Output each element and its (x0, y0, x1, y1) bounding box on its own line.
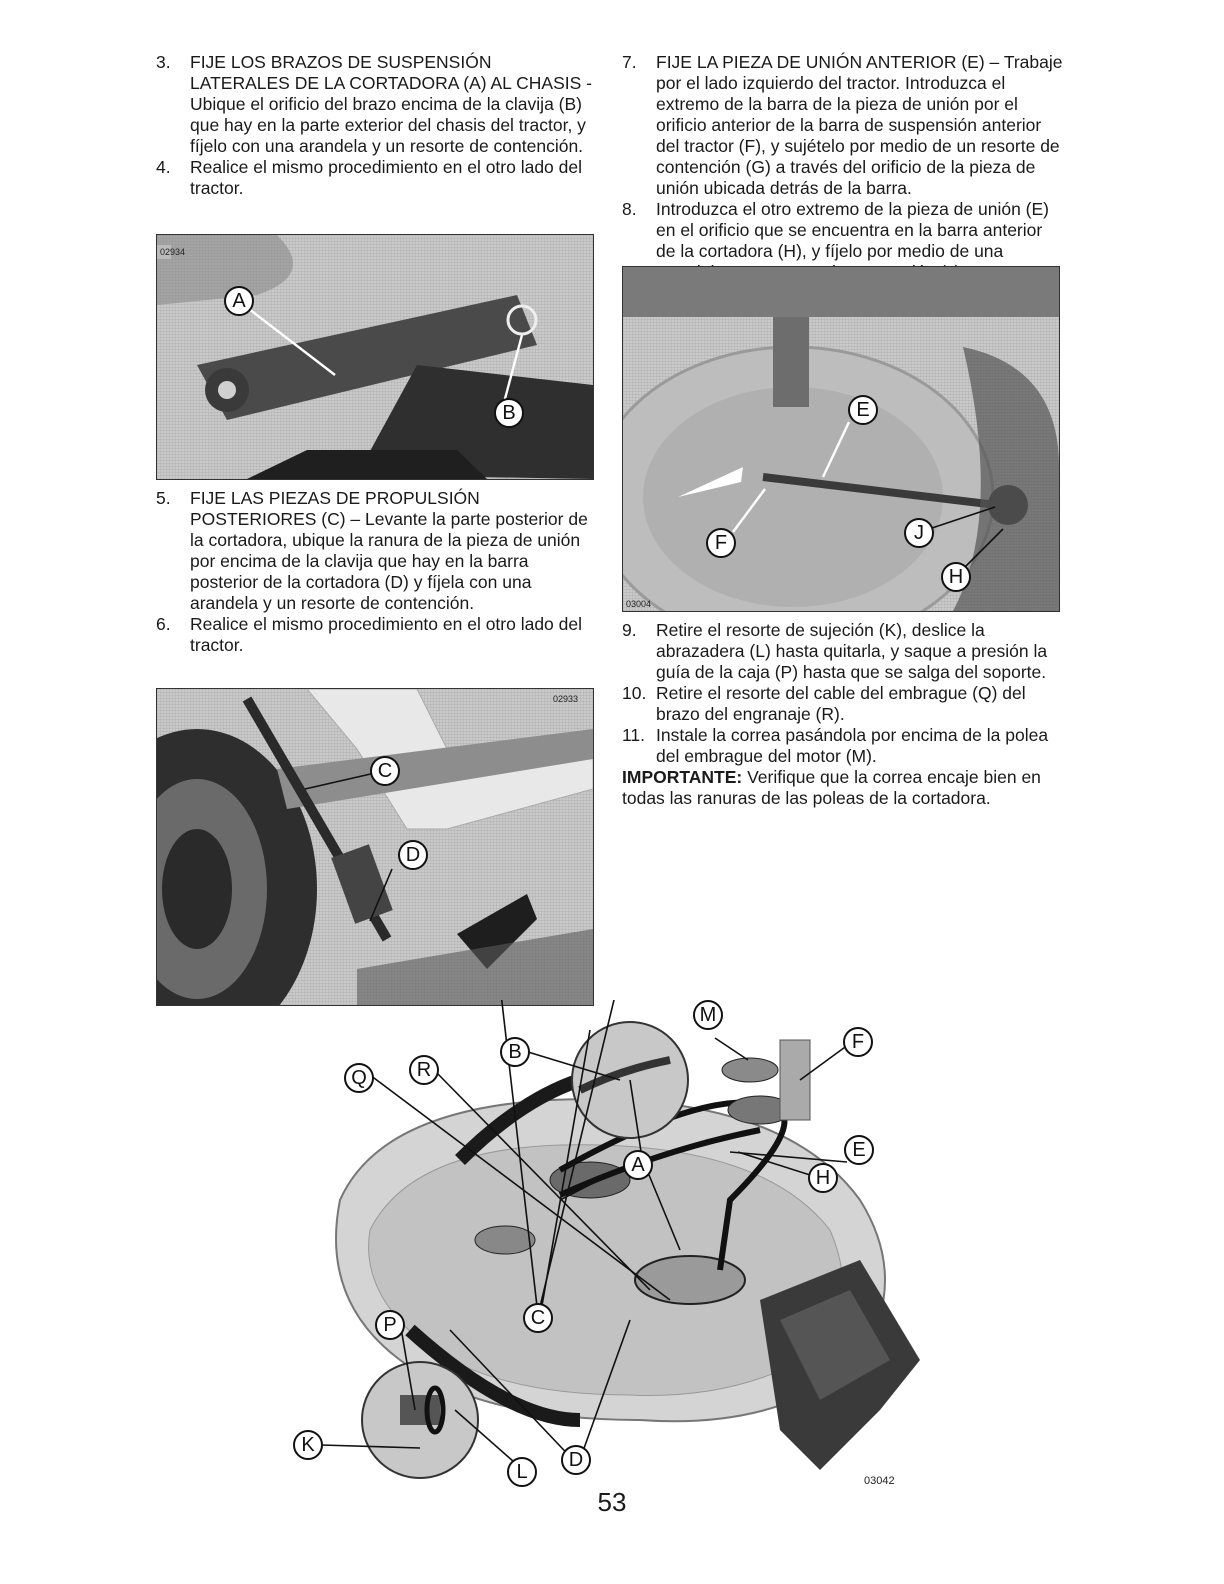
important-text: Verifique que la correa encaje bien en todas las ranuras de las poleas de la cortadora. (622, 767, 1041, 808)
important-note (622, 767, 1064, 809)
page-number: 53 (597, 1487, 627, 1517)
step-text: Instale la correa pasándola por encima de la polea del embrague del motor (M). (656, 725, 1049, 766)
right-column-bottom (622, 620, 1064, 809)
callout-a (624, 1151, 652, 1179)
callout-h (942, 563, 970, 591)
step-4 (156, 157, 596, 199)
step-number: 3. (156, 52, 171, 72)
step-number: 8. (622, 199, 637, 219)
svg-text:D: D (405, 844, 421, 866)
step-text: FIJE LA PIEZA DE UNIÓN ANTERIOR (E) – Trabaje por el lado izquierdo del tractor. Introduzca el extremo de la barra de la pieza de unión por el orificio anterior de la barra de suspensión anterior del tractor (F), y sujételo por medio de un resorte de contención (G) a través del orificio de la pieza de unión ubicada detrás de la barra. (656, 52, 1063, 198)
step-11 (622, 725, 1064, 767)
figure-front-link-photo (622, 266, 1060, 612)
important-label: IMPORTANTE: (622, 767, 743, 787)
step-number: 9. (622, 620, 637, 640)
callout-d (562, 1446, 590, 1474)
figure-code: 02934 (160, 247, 186, 257)
callout-b (495, 399, 523, 427)
svg-text:A: A (631, 1154, 645, 1176)
callout-h (809, 1164, 837, 1192)
right-column-top (622, 52, 1064, 283)
svg-text:F: F (714, 532, 728, 554)
callout-b (501, 1038, 529, 1066)
step-number: 10. (622, 683, 647, 703)
step-3 (156, 52, 596, 157)
svg-text:C: C (377, 760, 393, 782)
svg-text:A: A (232, 290, 246, 312)
svg-text:L: L (516, 1461, 528, 1483)
figure-4-svg (260, 1000, 920, 1490)
step-5 (156, 488, 596, 614)
figure-suspension-arm-photo (156, 234, 594, 480)
callout-a (225, 287, 253, 315)
svg-text:R: R (416, 1059, 432, 1081)
svg-text:D: D (568, 1449, 584, 1471)
callout-r (410, 1056, 438, 1084)
figure-2-svg (157, 689, 593, 1005)
step-text: Realice el mismo procedimiento en el otro lado del tractor. (190, 614, 583, 655)
callout-j (905, 519, 933, 547)
callout-e (845, 1136, 873, 1164)
figure-mower-deck-diagram (260, 1000, 920, 1490)
figure-code: 03042 (864, 1475, 895, 1487)
svg-text:J: J (914, 522, 924, 544)
figure-code: 02933 (553, 694, 579, 704)
left-column-mid (156, 488, 596, 656)
step-9 (622, 620, 1064, 683)
callout-d (399, 841, 427, 869)
step-text: Retire el resorte de sujeción (K), deslice la abrazadera (L) hasta quitarla, y saque a presión la guía de la caja (P) hasta que se salga del soporte. (656, 620, 1048, 682)
step-6 (156, 614, 596, 656)
step-text: Realice el mismo procedimiento en el otro lado del tractor. (190, 157, 583, 198)
left-column-top (156, 52, 596, 199)
callout-c (524, 1304, 552, 1332)
callout-c (371, 757, 399, 785)
figure-code: 03004 (626, 599, 652, 609)
step-text: Introduzca el otro extremo de la pieza de unión (E) en el orificio que se encuentra en la barra anterior de la cortadora (H), y fíjelo por medio de una (656, 199, 1049, 261)
step-number: 5. (156, 488, 171, 508)
step-10 (622, 683, 1064, 725)
callout-l (508, 1458, 536, 1486)
step-text: FIJE LAS PIEZAS DE PROPULSIÓN POSTERIORES (C) – Levante la parte posterior de la cortadora, ubique la ranura de la pieza de unión por encima de la clavija que hay en la barra posterior de la cortadora (D) y fíjela con una arandela y un resorte de contención. (190, 488, 588, 613)
figure-3-svg (623, 267, 1059, 611)
svg-text:E: E (852, 1139, 866, 1161)
svg-text:F: F (851, 1031, 865, 1053)
svg-text:C: C (530, 1307, 546, 1329)
callout-e (849, 396, 877, 424)
svg-text:E: E (856, 399, 870, 421)
figure-rear-drive-photo (156, 688, 594, 1006)
callout-f (707, 529, 735, 557)
step-number: 4. (156, 157, 171, 177)
callout-f (844, 1028, 872, 1056)
step-7 (622, 52, 1064, 199)
step-number: 6. (156, 614, 171, 634)
svg-text:Q: Q (351, 1067, 367, 1089)
svg-text:P: P (383, 1314, 397, 1336)
svg-text:H: H (815, 1167, 831, 1189)
figure-1-svg (157, 235, 593, 479)
callout-k (294, 1431, 322, 1459)
svg-text:K: K (301, 1434, 315, 1456)
svg-text:B: B (502, 402, 516, 424)
svg-text:B: B (508, 1041, 522, 1063)
step-number: 7. (622, 52, 637, 72)
step-number: 11. (622, 725, 646, 745)
callout-m (694, 1001, 722, 1029)
callout-p (376, 1311, 404, 1339)
step-text: Retire el resorte del cable del embrague (Q) del brazo del engranaje (R). (656, 683, 1026, 724)
callout-q (345, 1064, 373, 1092)
svg-text:M: M (699, 1004, 717, 1026)
step-text: FIJE LOS BRAZOS DE SUSPENSIÓN LATERALES DE LA CORTADORA (A) AL CHASIS - Ubique el orificio del brazo encima de la clavija (B) que hay en la parte exterior del chasis del tractor, y fíjelo con una arandela y un resorte de contención. (190, 52, 592, 156)
svg-text:H: H (948, 566, 964, 588)
